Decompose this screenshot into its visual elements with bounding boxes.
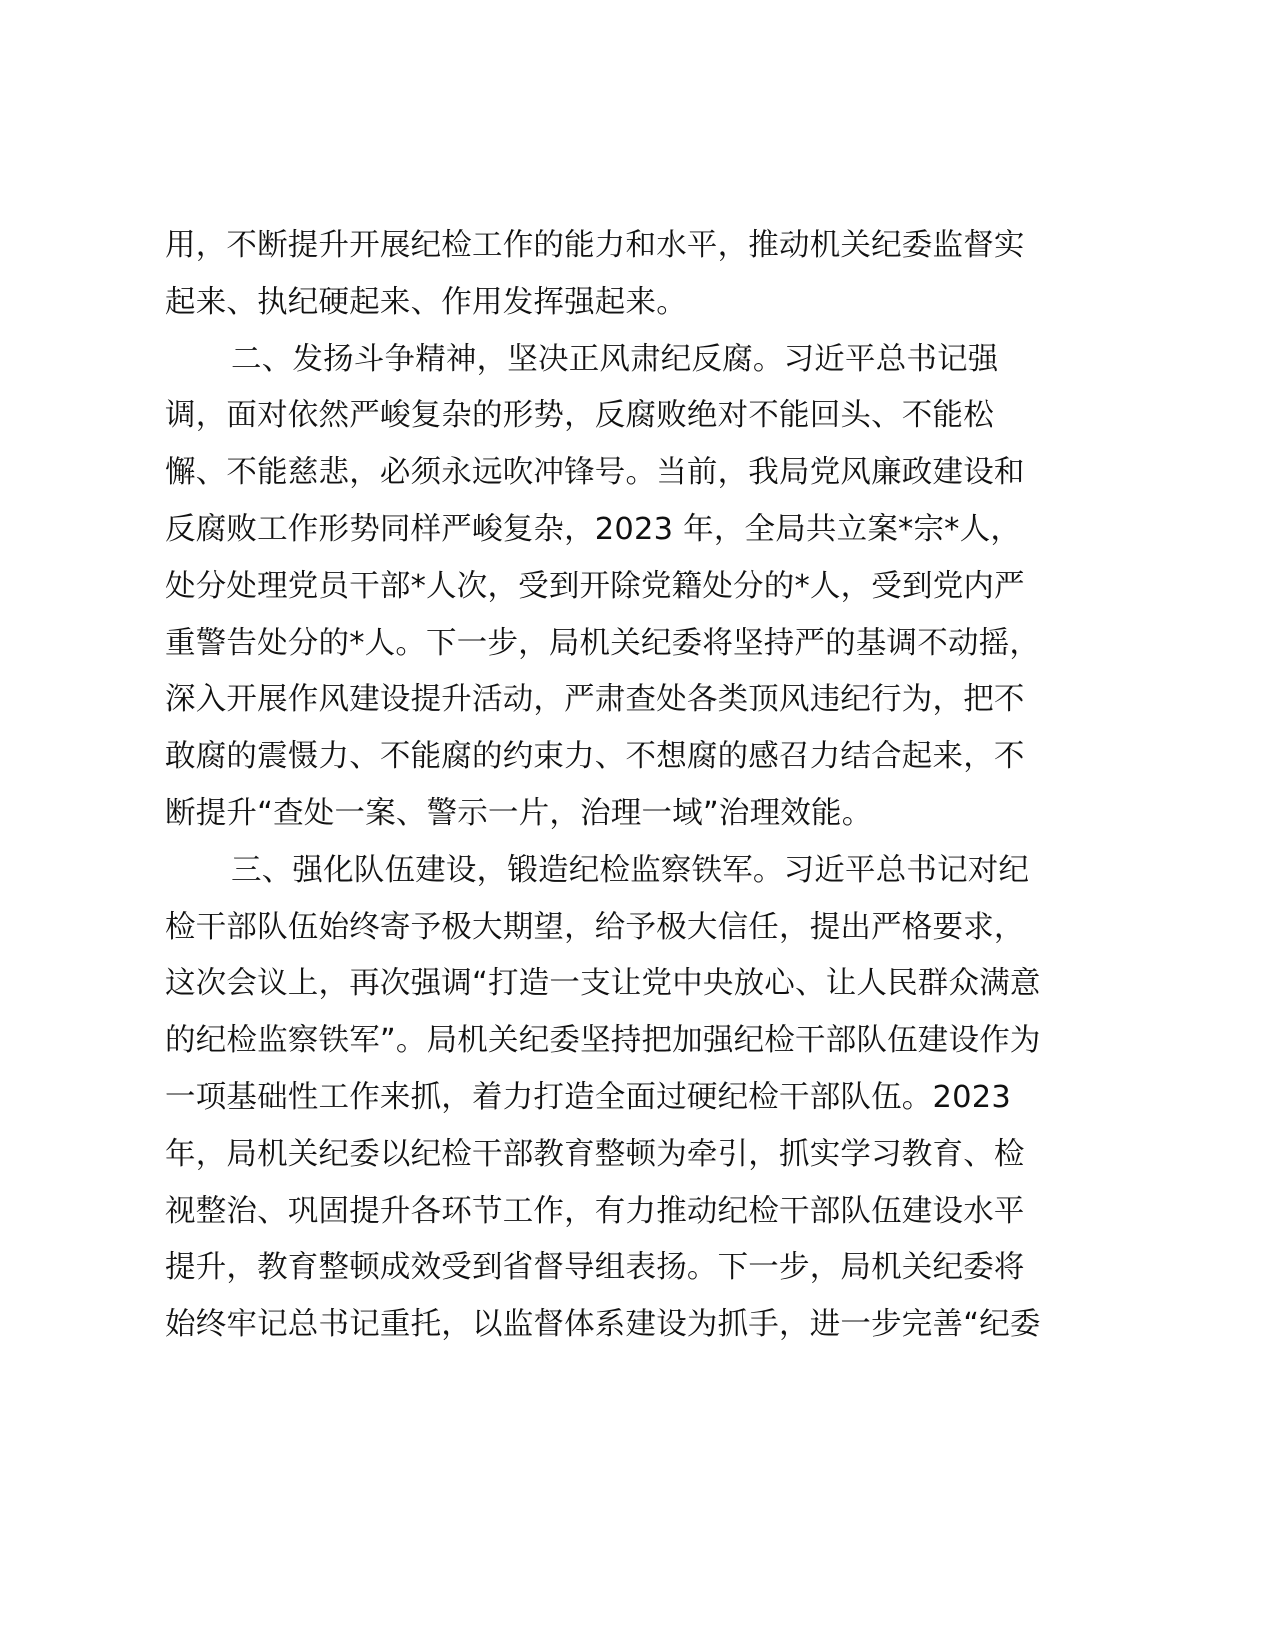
text-line: 深入开展作风建设提升活动，严肃查处各类顶风违纪行为，把不 <box>165 682 1025 718</box>
text-line: 起来、执纪硬起来、作用发挥强起来。 <box>165 284 687 320</box>
text-line: 一项基础性工作来抓，着力打造全面过硬纪检干部队伍。2023 <box>165 1079 1011 1115</box>
text-line: 年，局机关纪委以纪检干部教育整顿为牵引，抓实学习教育、检 <box>165 1136 1025 1172</box>
text-line: 断提升“查处一案、警示一片，治理一域”治理效能。 <box>165 795 873 831</box>
text-line: 视整治、巩固提升各环节工作，有力推动纪检干部队伍建设水平 <box>165 1193 1025 1229</box>
paragraph-first-line: 二、发扬斗争精神，坚决正风肃纪反腐。习近平总书记强 <box>231 341 999 377</box>
text-line: 提升，教育整顿成效受到省督导组表扬。下一步，局机关纪委将 <box>165 1250 1025 1286</box>
text-line: 懈、不能慈悲，必须永远吹冲锋号。当前，我局党风廉政建设和 <box>165 455 1025 491</box>
text-line: 敢腐的震慑力、不能腐的约束力、不想腐的感召力结合起来，不 <box>165 739 1025 775</box>
text-line: 这次会议上，再次强调“打造一支让党中央放心、让人民群众满意 <box>165 966 1041 1002</box>
text-line: 检干部队伍始终寄予极大期望，给予极大信任，提出严格要求， <box>165 909 1025 945</box>
body-text <box>165 218 1125 1354</box>
text-line: 的纪检监察铁军”。局机关纪委坚持把加强纪检干部队伍建设作为 <box>165 1023 1041 1059</box>
paragraph-first-line: 三、强化队伍建设，锻造纪检监察铁军。习近平总书记对纪 <box>231 852 1030 888</box>
text-line: 调，面对依然严峻复杂的形势，反腐败绝对不能回头、不能松 <box>165 398 994 434</box>
text-line: 用，不断提升开展纪检工作的能力和水平，推动机关纪委监督实 <box>165 228 1025 263</box>
text-line: 始终牢记总书记重托，以监督体系建设为抓手，进一步完善“纪委 <box>165 1307 1041 1343</box>
text-line: 重警告处分的*人。下一步，局机关纪委将坚持严的基调不动摇， <box>165 625 1041 661</box>
text-line: 处分处理党员干部*人次，受到开除党籍处分的*人，受到党内严 <box>165 568 1025 604</box>
text-line: 反腐败工作形势同样严峻复杂，2023 年，全局共立案*宗*人， <box>165 511 1022 547</box>
